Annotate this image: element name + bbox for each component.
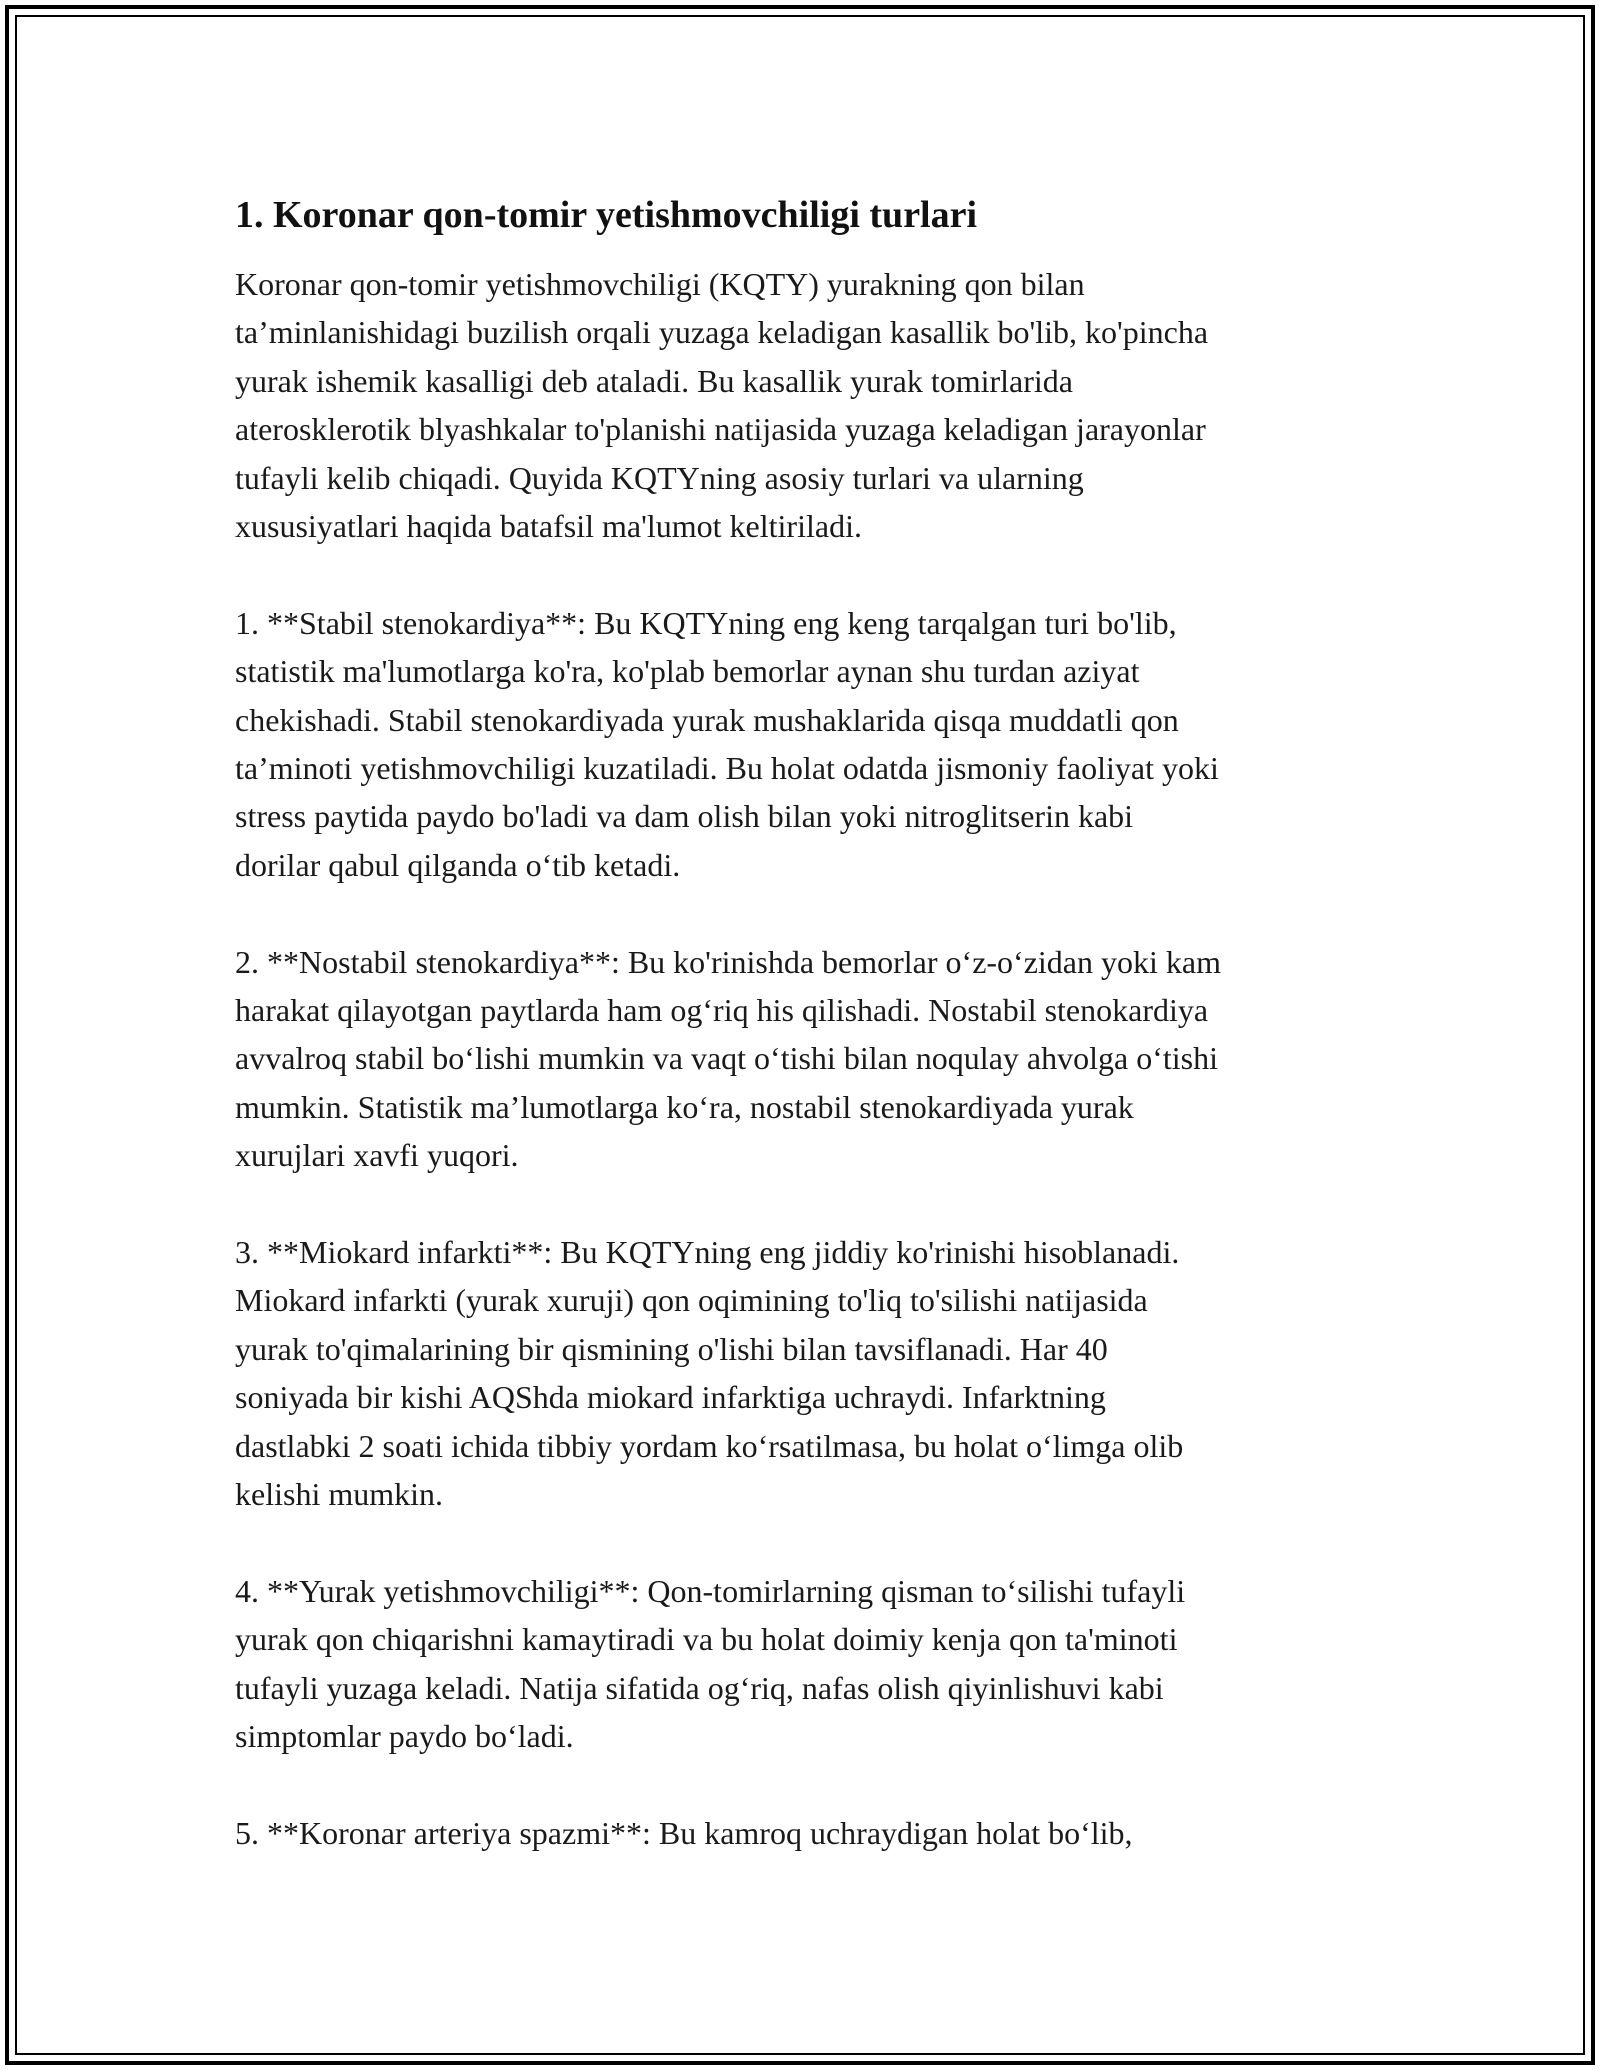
document-body: [235, 190, 1375, 1857]
intro-paragraph: Koronar qon-tomir yetishmovchiligi (KQTY) yurakning qon bilan ta’minlanishidagi buzilish orqali yuzaga keladigan kasallik bo'lib, ko'pincha yurak ishemik kasalligi deb ataladi. Bu kasallik yurak tomirlarida aterosklerotik blyashkalar to'planishi natijasida yuzaga keladigan jarayonlar tufayli kelib chiqadi. Quyida KQTYning asosiy turlari va ularning xususiyatlari haqida batafsil ma'lumot keltiriladi.: [235, 266, 1209, 545]
list-item-miokard-infarkti: 3. **Miokard infarkti**: Bu KQTYning eng jiddiy ko'rinishi hisoblanadi. Miokard infarkti (yurak xuruji) qon oqimining to'liq to'silishi natijasida yurak to'qimalarining bir qismining o'lishi bilan tavsiflanadi. Har 40 soniyada bir kishi AQShda miokard infarktiga uchraydi. Infarktning dastlabki 2 soati ichida tibbiy yordam ko‘rsatilmasa, bu holat o‘limga olib kelishi mumkin.: [235, 1234, 1184, 1513]
list-item-koronar-arteriya-spazmi: 5. **Koronar arteriya spazmi**: Bu kamroq uchraydigan holat bo‘lib,: [235, 1814, 1133, 1851]
list-item-stabil-stenokardiya: 1. **Stabil stenokardiya**: Bu KQTYning eng keng tarqalgan turi bo'lib, statistik ma'lumotlarga ko'ra, ko'plab bemorlar aynan shu turdan aziyat chekishadi. Stabil stenokardiyada yurak mushaklarida qisqa muddatli qon ta’minoti yetishmovchiligi kuzatiladi. Bu holat odatda jismoniy faoliyat yoki stress paytida paydo bo'ladi va dam olish bilan yoki nitroglitserin kabi dorilar qabul qilganda o‘tib ketadi.: [235, 604, 1219, 883]
section-heading: 1. Koronar qon-tomir yetishmovchiligi turlari: [235, 194, 978, 236]
list-item-yurak-yetishmovchiligi: 4. **Yurak yetishmovchiligi**: Qon-tomirlarning qisman to‘silishi tufayli yurak qon chiqarishni kamaytiradi va bu holat doimiy kenja qon ta'minoti tufayli yuzaga keladi. Natija sifatida og‘riq, nafas olish qiyinlishuvi kabi simptomlar paydo bo‘ladi.: [235, 1572, 1186, 1755]
list-item-nostabil-stenokardiya: 2. **Nostabil stenokardiya**: Bu ko'rinishda bemorlar o‘z-o‘zidan yoki kam harakat qilayotgan paytlarda ham og‘riq his qilishadi. Nostabil stenokardiya avvalroq stabil bo‘lishi mumkin va vaqt o‘tishi bilan noqulay ahvolga o‘tishi mumkin. Statistik ma’lumotlarga ko‘ra, nostabil stenokardiyada yurak xurujlari xavfi yuqori.: [235, 943, 1221, 1174]
